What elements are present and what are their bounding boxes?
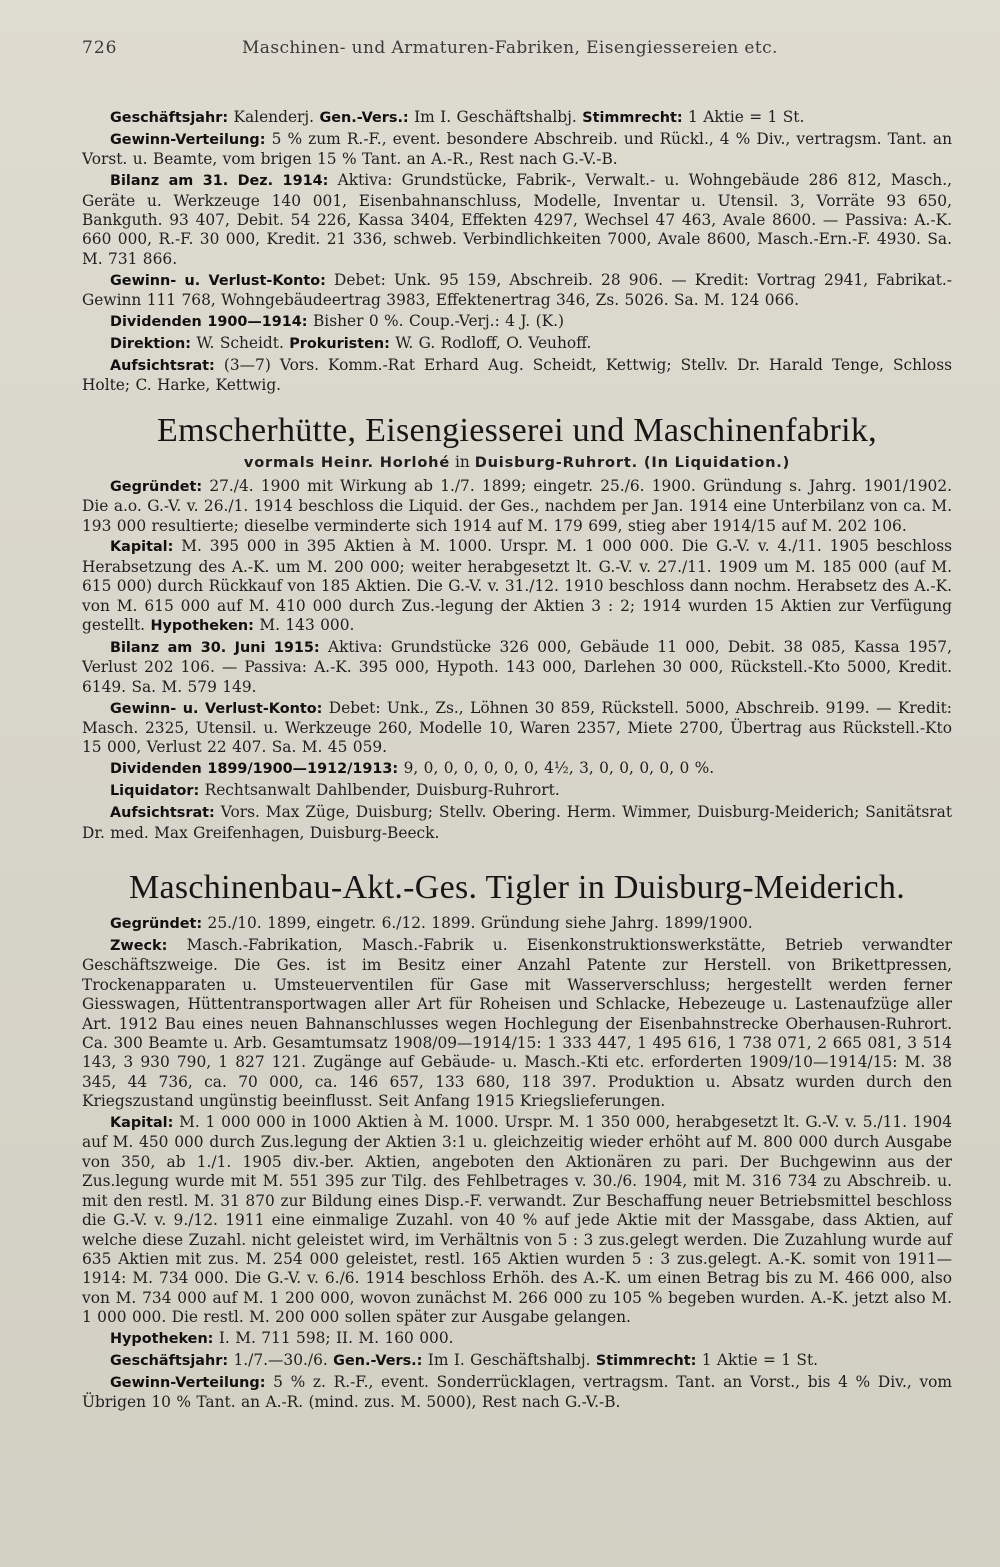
paragraph-gewinn-verteilung: [82, 1373, 952, 1413]
company-title-tigler: Maschinenbau-Akt.-Ges. Tigler in Duisburg-Meiderich.: [128, 869, 906, 906]
subtitle-location: Duisburg-Ruhrort.: [474, 453, 638, 471]
text: Bisher 0 %. Coup.-Verj.: 4 J. (K.): [307, 312, 564, 331]
label: Zweck:: [110, 937, 168, 954]
paragraph-geschaeftsjahr: [82, 1351, 952, 1371]
text: M. 395 000 in 395 Aktien à M. 1000. Urspr. M. 1 000 000. Die G.-V. v. 4./11. 1905 beschloss Herabsetzung des A.-K. um M. 200 000; weiter herabgesetzt lt. G.-V. v. 27./11. 1909 um M. 185 000 (auf M. 615 000) durch Rückkauf von 185 Aktien. Die G.-V. v. 31./12. 1910 beschloss dann nochm. Herabsetz des A.-K. von M. 615 000 auf M. 410 000 durch Zus.-legung der Aktien 3 : 2; 1914 wurden 15 Aktien zur Verfügung gestellt.: [82, 537, 952, 635]
text: M. 1 000 000 in 1000 Aktien à M. 1000. Urspr. M. 1 350 000, herabgesetzt lt. G.-V. v. 5./11. 1904 auf M. 450 000 durch Zus.legung der Aktien 3:1 u. gleichzeitig wieder erhöht auf M. 800 000 durch Ausgabe von 350, ab 1./1. 1905 div.-ber. Aktien, angeboten den Aktionären zu pari. Der Buchgewinn aus der Zus.legung wurde mit M. 551 395 zur Tilg. des Fehlbetrages v. 30./6. 1904, mit M. 316 734 zu Abschreib. u. mit den restl. M. 31 870 zur Bildung eines Disp.-F. verwandt. Zur Beschaffung neuer Betriebsmittel beschloss die G.-V. v. 9./12. 1911 eine einmalige Zuzahl. von 40 % auf jede Aktie mit der Massgabe, dass Aktien, auf welche diese Zuzahl. nicht geleistet wird, im Verhältnis von 5 : 3 zus.gelegt werden. Die Zuzahlung wurde auf 635 Aktien mit zus. M. 254 000 geleistet, restl. 165 Aktien wurden 5 : 3 zus.gelegt. A.-K. somit von 1911—1914: M. 734 000. Die G.-V. v. 6./6. 1914 beschloss Erhöh. des A.-K. um einen Betrag bis zu M. 466 000, also von M. 734 000 auf M. 1 200 000, wovon zunächst M. 266 000 zu 105 % begeben wurden. A.-K. jetzt also M. 1 000 000. Die restl. M. 200 000 sollen später zur Ausgabe gelangen.: [82, 1113, 952, 1327]
label: Stimmrecht:: [595, 1352, 697, 1369]
text: 5 % zum R.-F., event. besondere Abschreib. und Rückl., 4 % Div., vertragsm. Tant. an Vorst. u. Beamte, vom brigen 15 % Tant. an A.-R., Rest nach G.-V.-B.: [82, 129, 952, 169]
paragraph-aufsichtsrat: [82, 356, 952, 396]
text: Vors. Max Züge, Duisburg; Stellv. Obering. Herm. Wimmer, Duisburg-Meiderich; Sanitätsrat Dr. med. Max Greifenhagen, Duisburg-Beeck.: [82, 803, 952, 842]
text: 1 Aktie = 1 St.: [682, 108, 805, 126]
page-number: 726: [82, 38, 118, 58]
text: Rechtsanwalt Dahlbender, Duisburg-Ruhrort.: [199, 781, 560, 800]
paragraph-geschaeftsjahr: [82, 108, 952, 128]
label: Aufsichtsrat:: [110, 357, 215, 374]
text: 5 % z. R.-F., event. Sonderrücklagen, vertragsm. Tant. an Vorst., bis 4 % Div., vom Übrigen 10 % Tant. an A.-R. (mind. zus. M. 5000), Rest nach G.-V.-B.: [82, 1372, 952, 1412]
text: Kalenderj.: [228, 108, 320, 126]
label: Bilanz am 31. Dez. 1914:: [110, 173, 329, 190]
paragraph-gewinn-verlust: [82, 271, 952, 311]
label: Direktion:: [110, 335, 192, 352]
text: Im I. Geschäftshalbj.: [408, 108, 583, 126]
text: 25./10. 1899, eingetr. 6./12. 1899. Gründung siehe Jahrg. 1899/1900.: [202, 914, 753, 932]
text: 1./7.—30./6.: [228, 1350, 334, 1369]
label: Prokuristen:: [289, 335, 390, 352]
text: (3—7) Vors. Komm.-Rat Erhard Aug. Scheidt, Kettwig; Stellv. Dr. Harald Tenge, Schloss Holte; C. Harke, Kettwig.: [82, 355, 952, 395]
label: Geschäftsjahr:: [110, 110, 229, 126]
paragraph-zweck: [82, 936, 952, 1112]
running-title: Maschinen- und Armaturen-Fabriken, Eisengiessereien etc.: [242, 38, 778, 58]
subtitle-liquidation: (In Liquidation.): [637, 453, 791, 471]
text: Aktiva: Grundstücke 326 000, Gebäude 11 000, Debit. 38 085, Kassa 1957, Verlust 202 106. — Passiva: A.-K. 395 000, Hypoth. 143 000, Darlehen 30 000, Rückstell.-Kto 5000, Kredit. 6149. Sa. M. 579 149.: [82, 637, 952, 696]
label: Gewinn-Verteilung:: [110, 131, 266, 148]
label: Gen.-Vers.:: [333, 1352, 423, 1369]
text: M. 143 000.: [253, 616, 355, 635]
text: I. M. 711 598; II. M. 160 000.: [213, 1329, 454, 1348]
paragraph-aufsichtsrat: [82, 803, 952, 843]
text: Aktiva: Grundstücke, Fabrik-, Verwalt.- u. Wohngebäude 286 812, Masch., Geräte u. Werkzeuge 140 001, Eisenbahnanschluss, Modelle, Inventar u. Utensil. 3, Vorräte 93 650, Bankguth. 93 407, Debit. 54 226, Kassa 3404, Effekten 4297, Wechsel 47 463, Avale 8600. — Passiva: A.-K. 660 000, R.-F. 30 000, Kredit. 21 336, schweb. Verbindlichkeiten 7000, Avale 8600, Masch.-Ern.-F. 4930. Sa. M. 731 866.: [82, 171, 953, 268]
label: Gegründet:: [110, 916, 203, 932]
paragraph-kapital: [82, 1113, 952, 1327]
paragraph-liquidator: [82, 781, 952, 801]
subtitle-in: in: [450, 452, 475, 471]
label: Stimmrecht:: [582, 110, 683, 126]
label: Geschäftsjahr:: [110, 1352, 229, 1369]
paragraph-gewinn-verlust: [82, 699, 952, 758]
text: Debet: Unk., Zs., Löhnen 30 859, Rückstell. 5000, Abschreib. 9199. — Kredit: Masch. 2325, Utensil. u. Werkzeuge 260, Modelle 10, Waren 2357, Miete 2700, Übertrag aus Rückstell.-Kto 15 000, Verlust 22 407. Sa. M. 45 059.: [82, 698, 952, 757]
text: W. G. Rodloff, O. Veuhoff.: [389, 333, 592, 352]
company-title-emscherhuette: Emscherhütte, Eisengiesserei und Maschinenfabrik,: [157, 411, 877, 449]
page-header: [82, 38, 952, 72]
text: Masch.-Fabrikation, Masch.-Fabrik u. Eisenkonstruktionswerkstätte, Betrieb verwandter Geschäftszweige. Die Ges. ist im Besitz einer Anzahl Patente zur Herstell. von Brikettpressen, Trockenapparaten u. Umsteuerventilen für Gase mit Wasserverschluss; hergestellt werden ferner Giesswagen, Hüttentransportwagen aller Art für Roheisen und Schlacke, Hebezeuge u. Lastenaufzüge aller Art. 1912 Bau eines neuen Bahnanschlusses wegen Hochlegung der Eisenbahnstrecke Oberhausen-Ruhrort. Ca. 300 Beamte u. Arb. Gesamtumsatz 1908/09—1914/15: 1 333 447, 1 495 616, 1 738 071, 2 665 081, 3 514 143, 3 930 790, 1 827 121. Zugänge auf Gebäude- u. Masch.-Kti etc. erforderten 1909/10—1914/15: M. 38 345, 44 736, ca. 70 000, ca. 146 657, 133 680, 118 397. Produktion u. Absatz wurden durch den Kriegszustand ungünstig beeinflusst. Seit Anfang 1915 Kriegslieferungen.: [82, 935, 952, 1111]
label: Gegründet:: [110, 478, 203, 495]
text: 27./4. 1900 mit Wirkung ab 1./7. 1899; eingetr. 25./6. 1900. Gründung s. Jahrg. 1901/1902. Die a.o. G.-V. v. 26./1. 1914 beschloss die Liquid. der Ges., nachdem per Jan. 1914 eine Unterbilanz von ca. M. 193 000 resultierte; dieselbe verminderte sich 1914 auf M. 179 699, stieg aber 1914/15 auf M. 202 106.: [82, 476, 952, 535]
paragraph-dividenden: [82, 759, 952, 779]
text: Im I. Geschäftshalbj.: [422, 1350, 596, 1369]
paragraph-gegruendet: [82, 477, 952, 536]
label: Hypotheken:: [150, 618, 254, 635]
label: Bilanz am 30. Juni 1915:: [110, 639, 320, 656]
paragraph-direktion: [82, 334, 952, 354]
label: Gewinn-Verteilung:: [110, 1374, 266, 1391]
paragraph-bilanz: [82, 638, 952, 697]
paragraph-bilanz: [82, 171, 952, 269]
paragraph-hypotheken: [82, 1329, 952, 1349]
paragraph-dividenden: [82, 312, 952, 332]
label: Gewinn- u. Verlust-Konto:: [110, 700, 323, 717]
label: Aufsichtsrat:: [110, 805, 215, 822]
company-subtitle-emscherhuette: [82, 453, 952, 471]
label: Kapital:: [110, 1115, 174, 1132]
text: 9, 0, 0, 0, 0, 0, 0, 4½, 3, 0, 0, 0, 0, 0 %.: [398, 759, 715, 778]
label: Dividenden 1899/1900—1912/1913:: [110, 761, 399, 778]
label: Kapital:: [110, 539, 174, 556]
paragraph-gegruendet: [82, 914, 952, 934]
label: Gen.-Vers.:: [319, 110, 409, 126]
text: Debet: Unk. 95 159, Abschreib. 28 906. — Kredit: Vortrag 2941, Fabrikat.-Gewinn 111 768, Wohngebäudeertrag 3983, Effektenertrag 346, Zs. 5026. Sa. M. 124 066.: [82, 270, 952, 310]
text: 1 Aktie = 1 St.: [696, 1350, 819, 1369]
paragraph-kapital: [82, 537, 952, 636]
paragraph-gewinn-verteilung: [82, 130, 952, 170]
label: Gewinn- u. Verlust-Konto:: [110, 272, 326, 289]
label: Hypotheken:: [110, 1331, 214, 1348]
label: Liquidator:: [110, 783, 200, 800]
subtitle-vormals: vormals Heinr. Horlohé: [243, 453, 451, 471]
label: Dividenden 1900—1914:: [110, 314, 308, 331]
text: W. Scheidt.: [191, 333, 290, 352]
